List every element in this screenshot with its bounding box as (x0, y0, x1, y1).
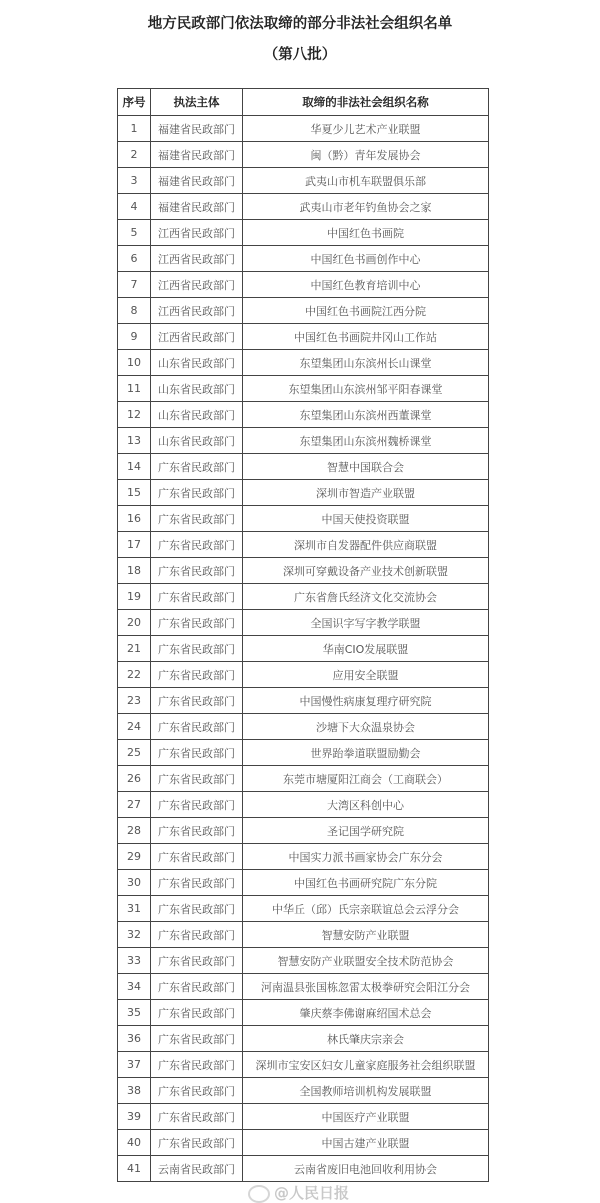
cell-organization: 肇庆蔡李佛谢麻绍国术总会 (243, 1000, 489, 1026)
table-row (118, 948, 489, 974)
cell-authority: 广东省民政部门 (151, 870, 243, 896)
cell-index: 8 (118, 298, 151, 324)
cell-organization: 世界跆拳道联盟励勤会 (243, 740, 489, 766)
table-row (118, 142, 489, 168)
table-row (118, 1156, 489, 1182)
table-row (118, 168, 489, 194)
header-index: 序号 (118, 89, 151, 116)
cell-index: 37 (118, 1052, 151, 1078)
cell-organization: 深圳市智造产业联盟 (243, 480, 489, 506)
table-row (118, 1052, 489, 1078)
document-subtitle: （第八批） (263, 47, 337, 63)
table-row (118, 116, 489, 142)
cell-index: 28 (118, 818, 151, 844)
cell-authority: 江西省民政部门 (151, 272, 243, 298)
cell-index: 38 (118, 1078, 151, 1104)
cell-organization: 智慧安防产业联盟 (243, 922, 489, 948)
cell-index: 34 (118, 974, 151, 1000)
cell-organization: 华夏少儿艺术产业联盟 (243, 116, 489, 142)
cell-organization: 东莞市塘厦阳江商会（工商联会） (243, 766, 489, 792)
cell-authority: 云南省民政部门 (151, 1156, 243, 1182)
cell-authority: 福建省民政部门 (151, 116, 243, 142)
cell-index: 30 (118, 870, 151, 896)
cell-index: 21 (118, 636, 151, 662)
table-row (118, 246, 489, 272)
cell-authority: 福建省民政部门 (151, 168, 243, 194)
cell-organization: 东望集团山东滨州长山课堂 (243, 350, 489, 376)
cell-organization: 云南省废旧电池回收利用协会 (243, 1156, 489, 1182)
table-row (118, 428, 489, 454)
table-row (118, 1104, 489, 1130)
cell-index: 9 (118, 324, 151, 350)
table-row (118, 1130, 489, 1156)
cell-organization: 东望集团山东滨州邹平阳春课堂 (243, 376, 489, 402)
cell-index: 29 (118, 844, 151, 870)
cell-authority: 广东省民政部门 (151, 506, 243, 532)
cell-organization: 圣记国学研究院 (243, 818, 489, 844)
table-row (118, 324, 489, 350)
cell-authority: 广东省民政部门 (151, 584, 243, 610)
cell-index: 22 (118, 662, 151, 688)
table-row (118, 740, 489, 766)
cell-organization: 沙塘下大众温泉协会 (243, 714, 489, 740)
cell-organization: 智慧安防产业联盟安全技术防范协会 (243, 948, 489, 974)
cell-authority: 广东省民政部门 (151, 844, 243, 870)
cell-organization: 全国教师培训机构发展联盟 (243, 1078, 489, 1104)
cell-authority: 广东省民政部门 (151, 974, 243, 1000)
cell-authority: 广东省民政部门 (151, 480, 243, 506)
cell-index: 19 (118, 584, 151, 610)
cell-index: 26 (118, 766, 151, 792)
cell-organization: 林氏肇庆宗亲会 (243, 1026, 489, 1052)
cell-organization: 智慧中国联合会 (243, 454, 489, 480)
table-row (118, 662, 489, 688)
cell-organization: 大湾区科创中心 (243, 792, 489, 818)
cell-index: 35 (118, 1000, 151, 1026)
table-row (118, 818, 489, 844)
cell-authority: 广东省民政部门 (151, 714, 243, 740)
table-row (118, 766, 489, 792)
cell-authority: 广东省民政部门 (151, 1000, 243, 1026)
cell-index: 11 (118, 376, 151, 402)
cell-organization: 中国红色教育培训中心 (243, 272, 489, 298)
cell-index: 32 (118, 922, 151, 948)
table-row (118, 532, 489, 558)
cell-authority: 广东省民政部门 (151, 558, 243, 584)
cell-organization: 深圳市宝安区妇女儿童家庭服务社会组织联盟 (243, 1052, 489, 1078)
cell-index: 40 (118, 1130, 151, 1156)
cell-authority: 山东省民政部门 (151, 428, 243, 454)
cell-authority: 广东省民政部门 (151, 948, 243, 974)
cell-organization: 应用安全联盟 (243, 662, 489, 688)
table-row (118, 792, 489, 818)
cell-authority: 广东省民政部门 (151, 688, 243, 714)
cell-index: 7 (118, 272, 151, 298)
cell-authority: 广东省民政部门 (151, 766, 243, 792)
table-row (118, 844, 489, 870)
table-row (118, 1000, 489, 1026)
cell-index: 16 (118, 506, 151, 532)
cell-organization: 中国红色书画创作中心 (243, 246, 489, 272)
cell-organization: 东望集团山东滨州魏桥课堂 (243, 428, 489, 454)
table-row (118, 1026, 489, 1052)
cell-authority: 江西省民政部门 (151, 298, 243, 324)
table-row (118, 558, 489, 584)
cell-authority: 福建省民政部门 (151, 142, 243, 168)
header-authority: 执法主体 (151, 89, 243, 116)
cell-organization: 东望集团山东滨州西董课堂 (243, 402, 489, 428)
watermark (248, 1182, 349, 1203)
cell-authority: 山东省民政部门 (151, 376, 243, 402)
cell-index: 17 (118, 532, 151, 558)
header-organization: 取缔的非法社会组织名称 (243, 89, 489, 116)
cell-index: 18 (118, 558, 151, 584)
cell-index: 2 (118, 142, 151, 168)
cell-organization: 中国医疗产业联盟 (243, 1104, 489, 1130)
table-row (118, 584, 489, 610)
table-row (118, 376, 489, 402)
cell-index: 3 (118, 168, 151, 194)
cell-authority: 山东省民政部门 (151, 350, 243, 376)
table-row (118, 220, 489, 246)
cell-index: 31 (118, 896, 151, 922)
cell-index: 4 (118, 194, 151, 220)
table-row (118, 454, 489, 480)
cell-organization: 全国识字写字教学联盟 (243, 610, 489, 636)
cell-authority: 广东省民政部门 (151, 740, 243, 766)
cell-authority: 江西省民政部门 (151, 220, 243, 246)
table-row (118, 350, 489, 376)
illegal-organizations-table (117, 88, 489, 1182)
cell-index: 41 (118, 1156, 151, 1182)
cell-organization: 中国古建产业联盟 (243, 1130, 489, 1156)
cell-organization: 深圳市自发器配件供应商联盟 (243, 532, 489, 558)
cell-organization: 闽（黔）青年发展协会 (243, 142, 489, 168)
cell-authority: 广东省民政部门 (151, 922, 243, 948)
cell-organization: 河南温县张国栋忽雷太极拳研究会阳江分会 (243, 974, 489, 1000)
table-row (118, 272, 489, 298)
cell-authority: 广东省民政部门 (151, 636, 243, 662)
cell-organization: 中国实力派书画家协会广东分会 (243, 844, 489, 870)
cell-authority: 广东省民政部门 (151, 1078, 243, 1104)
cell-authority: 广东省民政部门 (151, 818, 243, 844)
table-row (118, 480, 489, 506)
table-row (118, 636, 489, 662)
cell-authority: 江西省民政部门 (151, 324, 243, 350)
cell-index: 14 (118, 454, 151, 480)
cell-index: 12 (118, 402, 151, 428)
cell-authority: 广东省民政部门 (151, 1104, 243, 1130)
table-row (118, 896, 489, 922)
cell-authority: 广东省民政部门 (151, 896, 243, 922)
cell-authority: 广东省民政部门 (151, 792, 243, 818)
cell-index: 20 (118, 610, 151, 636)
document-title: 地方民政部门依法取缔的部分非法社会组织名单 (147, 16, 453, 32)
cell-index: 5 (118, 220, 151, 246)
cell-authority: 江西省民政部门 (151, 246, 243, 272)
table-row (118, 688, 489, 714)
table-row (118, 298, 489, 324)
cell-index: 33 (118, 948, 151, 974)
cell-authority: 广东省民政部门 (151, 1026, 243, 1052)
cell-organization: 中国天使投资联盟 (243, 506, 489, 532)
cell-organization: 中国红色书画院井冈山工作站 (243, 324, 489, 350)
table-row (118, 194, 489, 220)
cell-organization: 中国红色书画院 (243, 220, 489, 246)
cell-authority: 广东省民政部门 (151, 662, 243, 688)
cell-organization: 广东省詹氏经济文化交流协会 (243, 584, 489, 610)
cell-index: 27 (118, 792, 151, 818)
cell-index: 39 (118, 1104, 151, 1130)
table-header-row (118, 89, 489, 116)
cell-index: 1 (118, 116, 151, 142)
cell-index: 25 (118, 740, 151, 766)
cell-authority: 山东省民政部门 (151, 402, 243, 428)
cell-authority: 福建省民政部门 (151, 194, 243, 220)
table-row (118, 402, 489, 428)
table-row (118, 610, 489, 636)
table-row (118, 1078, 489, 1104)
cell-authority: 广东省民政部门 (151, 610, 243, 636)
cell-authority: 广东省民政部门 (151, 532, 243, 558)
cell-organization: 武夷山市机车联盟俱乐部 (243, 168, 489, 194)
table-row (118, 506, 489, 532)
watermark-text: @人民日报 (274, 1184, 350, 1202)
cell-authority: 广东省民政部门 (151, 454, 243, 480)
cell-index: 6 (118, 246, 151, 272)
table-row (118, 870, 489, 896)
cell-organization: 华南CIO发展联盟 (243, 636, 489, 662)
weibo-logo-icon (248, 1185, 270, 1203)
cell-index: 15 (118, 480, 151, 506)
cell-index: 36 (118, 1026, 151, 1052)
cell-authority: 广东省民政部门 (151, 1130, 243, 1156)
cell-index: 23 (118, 688, 151, 714)
table-row (118, 714, 489, 740)
table-row (118, 974, 489, 1000)
cell-organization: 深圳可穿戴设备产业技术创新联盟 (243, 558, 489, 584)
cell-index: 13 (118, 428, 151, 454)
cell-organization: 中国慢性病康复理疗研究院 (243, 688, 489, 714)
table-row (118, 922, 489, 948)
cell-organization: 中华丘（邱）氏宗亲联谊总会云浮分会 (243, 896, 489, 922)
cell-index: 10 (118, 350, 151, 376)
cell-authority: 广东省民政部门 (151, 1052, 243, 1078)
cell-organization: 武夷山市老年钓鱼协会之家 (243, 194, 489, 220)
cell-organization: 中国红色书画院江西分院 (243, 298, 489, 324)
cell-index: 24 (118, 714, 151, 740)
cell-organization: 中国红色书画研究院广东分院 (243, 870, 489, 896)
